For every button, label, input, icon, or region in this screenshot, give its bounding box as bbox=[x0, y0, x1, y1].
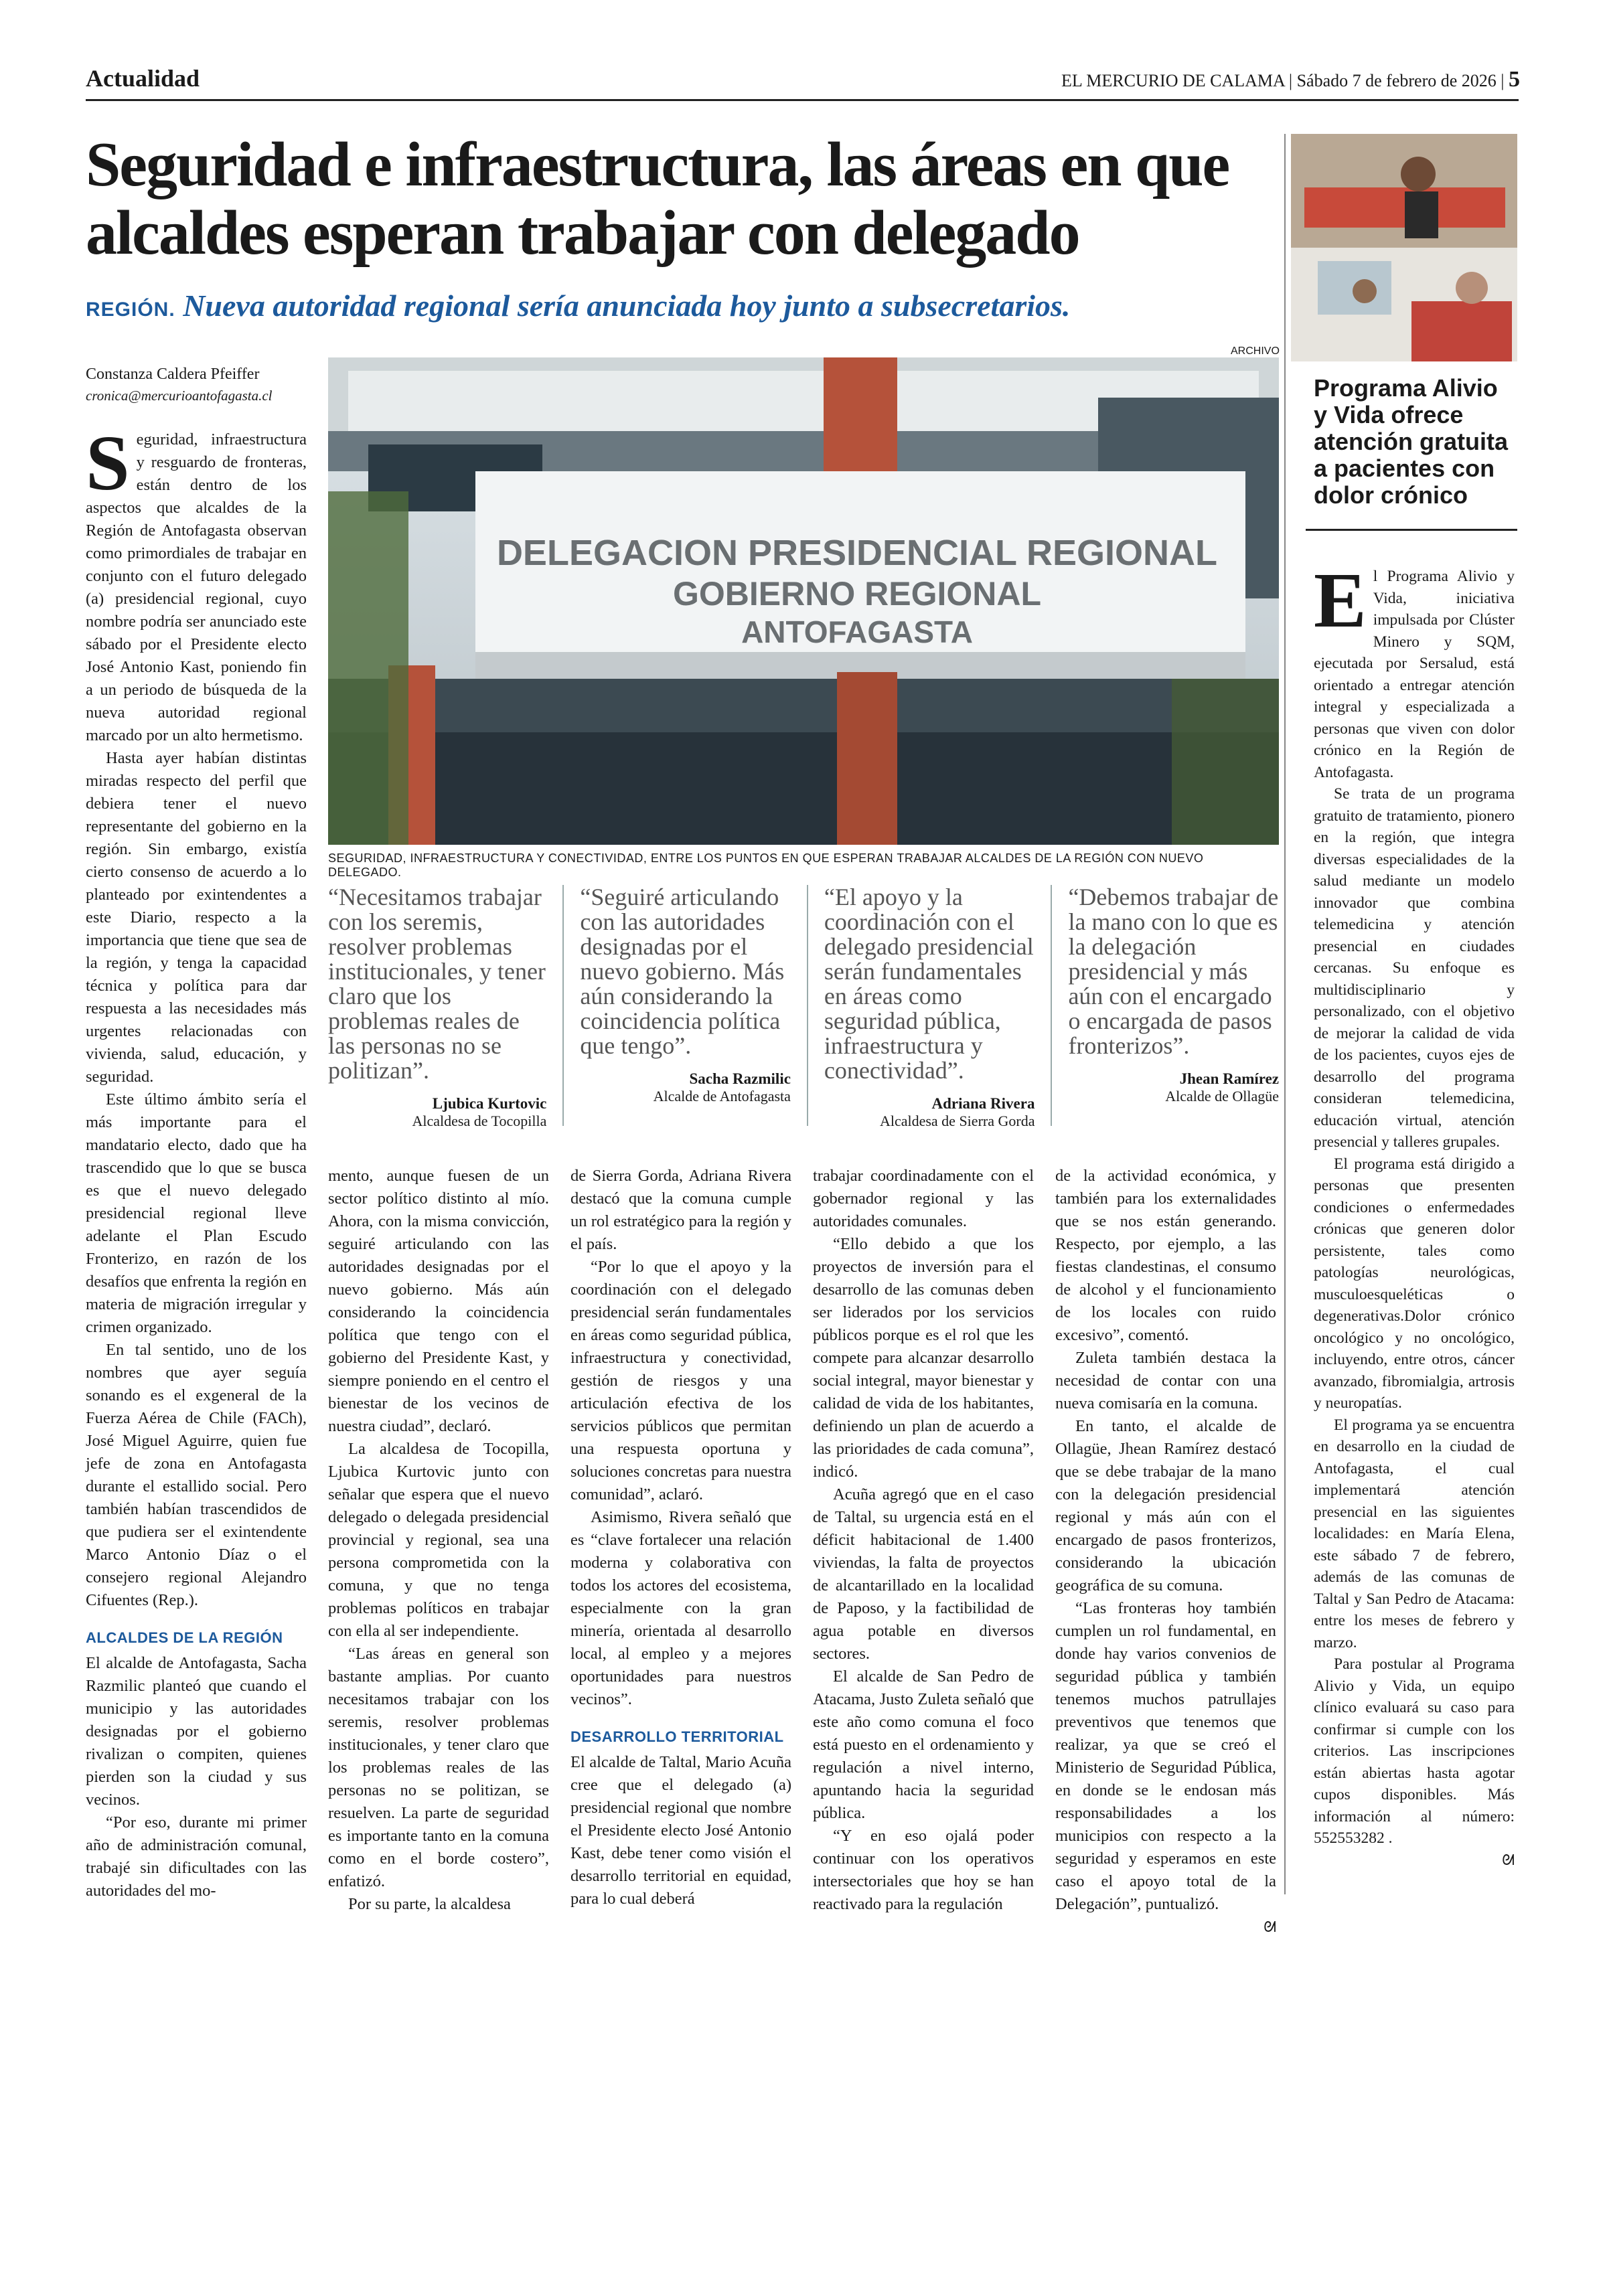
col1-paragraph: Hasta ayer habían distintas miradas respecto del perfil que debiera tener el nuevo representante del gobierno en la región. Sin embargo, existía cierto consenso de acuerdo a lo planteado por exintendentes a este Diario, respecto a la importancia que tiene que sea de la región, y tenga la capacidad técnica y política para dar respuesta a las necesidades más urgentes relacionadas con vivienda, salud, educación, y seguridad. bbox=[86, 749, 307, 1086]
col4-paragraph: El alcalde de San Pedro de Atacama, Justo Zuleta señaló que este año como comuna el foco está puesto en el ordenamiento y regulación a nivel interno, apuntando hacia la seguridad pública. bbox=[813, 1667, 1034, 1822]
masthead-info: EL MERCURIO DE CALAMA | Sábado 7 de febrero de 2026 | 5 bbox=[1061, 67, 1520, 92]
quote-block bbox=[824, 884, 1035, 1129]
article-column-1 bbox=[86, 419, 307, 1902]
quote-divider bbox=[562, 885, 564, 1126]
headline: Seguridad e infraestructura, las áreas en que alcaldes esperan trabajar con delegado bbox=[86, 130, 1229, 268]
col4-paragraph: “Ello debido a que los proyectos de inversión para el desarrollo de las comunas deben ser liderados por los servicios públicos porque es el rol que les compete para alcanzar desarrollo social integral, mayor bienestar y calidad de vida de los habitantes, definiendo un plan de acuerdo a las prioridades de cada comuna”, indicó. bbox=[813, 1235, 1034, 1481]
subhead bbox=[86, 288, 1278, 323]
building-photo-illustration bbox=[328, 357, 1279, 845]
quote-author: Adriana Rivera bbox=[931, 1095, 1035, 1112]
dropcap: E bbox=[1314, 556, 1367, 644]
article-column-4 bbox=[813, 1165, 1034, 1916]
col1-paragraph: eguridad, infraestructura y resguardo de fronteras, están dentro de los aspectos que alcaldes de la Región de Antofagasta observan como primordiales de trabajar en conjunto con el futuro delegado (a) presidencial regional, cuyo nombre podría ser anunciado este sábado por el Presidente electo José Antonio Kast, poniendo fin a un periodo de búsqueda de la nueva autoridad regional marcado por un alto hermetismo. bbox=[86, 430, 307, 744]
sidebar-paragraph: Se trata de un programa gratuito de tratamiento, pionero en la región, que integra diversas especialidades de la salud mediante un modelo innovador que combina telemedicina y atención presencial en ciudades cercanas. Su enfoque es multidisciplinario y personalizado, con el objetivo de mejorar la calidad de vida de los pacientes, cuyos ejes de desarrollo del programa consideran telemedicina, educación virtual, atención presencial y talleres grupales. bbox=[1314, 785, 1515, 1151]
col4-paragraph: Acuña agregó que en el caso de Taltal, su urgencia está en el déficit habitacional de 1.400 viviendas, la falta de proyectos de alcantarillado en la localidad de Paposo, y la factibilidad de agua potable en diversos sectores. bbox=[813, 1485, 1034, 1663]
sidebar-title-rule bbox=[1306, 529, 1517, 531]
sidebar-paragraph: l Programa Alivio y Vida, iniciativa impulsada por Clúster Minero y SQM, ejecutada por Sersalud, está orientado a entregar atención integral y especializada a personas que viven con dolor crónico en la Región de Antofagasta. bbox=[1314, 568, 1515, 781]
end-mark: ᘛ bbox=[1264, 1918, 1276, 1935]
quote-block bbox=[1068, 885, 1279, 1126]
quote-text: “El apoyo y la coordinación con el delegado presidencial serán fundamentales en áreas como seguridad pública, infraestructura y conectividad”. bbox=[824, 884, 1034, 1084]
col5-paragraph: Zuleta también destaca la necesidad de contar con una nueva comisaría en la comuna. bbox=[1055, 1349, 1276, 1412]
sign-line-2: GOBIERNO REGIONAL bbox=[672, 575, 1042, 612]
byline bbox=[86, 363, 313, 406]
quotes-row bbox=[328, 884, 1280, 1129]
header-rule bbox=[86, 99, 1519, 101]
section-label: Actualidad bbox=[86, 65, 200, 92]
col5-paragraph: “Las fronteras hoy también cumplen un rol fundamental, en donde hay varios convenios de seguridad pública y también tenemos muchos patrullajes preventivos que tenemos que realizar, ya que se creó el Ministerio de Seguridad Pública, en donde se le endosan más responsabilidades a los municipios con respecto a la seguridad y esperamos en este caso el apoyo total de la Delegación”, puntualizó. bbox=[1055, 1599, 1276, 1913]
col4-paragraph: trabajar coordinadamente con el gobernador regional y las autoridades comunales. bbox=[813, 1167, 1034, 1230]
col1-paragraph: Este último ámbito sería el más importante para el mandatario electo, dado que ha trascendido que lo que se busca es que el nuevo delegado presidencial regional lleve adelante el Plan Escudo Fronterizo, en razón de los desafíos que enfrenta la región en materia de migración irregular y crimen organizado. bbox=[86, 1090, 307, 1336]
page-number: 5 bbox=[1509, 67, 1520, 92]
sidebar-paragraph: El programa ya se encuentra en desarrollo en la ciudad de Antofagasta, el cual implementará atención presencial en las siguientes localidades: en María Elena, este sábado 7 de febrero, además de las comunas de Taltal y San Pedro de Atacama: entre los meses de febrero y marzo. bbox=[1314, 1416, 1515, 1651]
quote-block bbox=[328, 884, 547, 1129]
end-mark: ᘛ bbox=[1502, 1851, 1515, 1868]
col2-paragraph: La alcaldesa de Tocopilla, Ljubica Kurtovic junto con señalar que espera que el nuevo delegado o delegada presidencial provincial y regional, sea una persona comprometida con la comuna, y que no tenga problemas políticos en trabajar con ella al ser independiente. bbox=[328, 1440, 549, 1640]
quote-role: Alcalde de Ollagüe bbox=[1165, 1088, 1280, 1104]
quote-author: Ljubica Kurtovic bbox=[432, 1095, 547, 1112]
col4-paragraph: “Y en eso ojalá poder continuar con los operativos intersectoriales que hoy se han reactivado para la regulación bbox=[813, 1827, 1034, 1913]
col5-paragraph: En tanto, el alcalde de Ollagüe, Jhean Ramírez destacó que se debe trabajar de la mano con la delegación presidencial regional y más aún con el encargado de pasos fronterizos, considerando la ubicación geográfica de su comuna. bbox=[1055, 1417, 1276, 1594]
col1-paragraph: “Por eso, durante mi primer año de administración comunal, trabajé sin dificultades con las autoridades del mo- bbox=[86, 1813, 307, 1900]
quote-role: Alcaldesa de Sierra Gorda bbox=[879, 1113, 1035, 1129]
author-name: Constanza Caldera Pfeiffer bbox=[86, 365, 260, 383]
photo-credit: ARCHIVO bbox=[1231, 345, 1280, 357]
section-heading: DESARROLLO TERRITORIAL bbox=[570, 1728, 784, 1745]
publication-name: EL MERCURIO DE CALAMA bbox=[1061, 71, 1285, 90]
col3-paragraph: “Por lo que el apoyo y la coordinación con el delegado presidencial serán fundamentales en áreas como seguridad pública, infraestructura y conectividad, gestión de riesgos y una articulación efectiva de los servicios públicos que permitan una respuesta oportuna y soluciones concretas para nuestra comunidad”, aclaró. bbox=[570, 1258, 791, 1503]
quote-text: “Seguiré articulando con las autoridades designadas por el nuevo gobierno. Más aún considerando la coincidencia política que tengo”. bbox=[580, 884, 785, 1059]
article-column-2 bbox=[328, 1165, 549, 1916]
region-tag: REGIÓN. bbox=[86, 299, 175, 321]
sidebar-body bbox=[1314, 556, 1515, 1871]
sidebar-photo bbox=[1291, 134, 1517, 365]
quote-author: Sacha Razmilic bbox=[689, 1070, 791, 1087]
col2-paragraph: mento, aunque fuesen de un sector político distinto al mío. Ahora, con la misma convicción, seguiré articulando con las autoridades designadas por el nuevo gobierno. Más aún considerando la coincidencia política que tengo con el gobierno del Presidente Kast, y siempre poniendo en el centro el bienestar de los vecinos de nuestra ciudad”, declaró. bbox=[328, 1167, 549, 1435]
quote-role: Alcaldesa de Tocopilla bbox=[412, 1113, 547, 1129]
building-photo bbox=[328, 357, 1279, 845]
sidebar-divider bbox=[1284, 134, 1286, 1894]
section-heading: ALCALDES DE LA REGIÓN bbox=[86, 1629, 283, 1646]
col2-paragraph: Por su parte, la alcaldesa bbox=[348, 1895, 511, 1913]
article-column-3 bbox=[570, 1165, 791, 1910]
col3-paragraph: El alcalde de Taltal, Mario Acuña cree que el delegado (a) presidencial regional que nombre el Presidente electo José Antonio Kast, debe tener como visión el desarrollo territorial en equidad, para lo cual deberá bbox=[570, 1753, 791, 1908]
col1-paragraph: El alcalde de Antofagasta, Sacha Razmilic planteó que cuando el municipio y las autoridades designadas por el gobierno rivalizan o compiten, quienes pierden son la ciudad y sus vecinos. bbox=[86, 1654, 307, 1809]
col1-paragraph: En tal sentido, uno de los nombres que ayer seguía sonando es el exgeneral de la Fuerza Aérea de Chile (FACh), José Miguel Aguirre, quien fue jefe de zona en Antofagasta durante el estallido social. Pero también habían trascendidos de que pudiera ser el exintendente Marco Antonio Díaz o el consejero regional Alejandro Cifuentes (Rep.). bbox=[86, 1341, 307, 1609]
quote-divider bbox=[1051, 885, 1052, 1126]
issue-date: Sábado 7 de febrero de 2026 bbox=[1296, 71, 1497, 90]
col3-paragraph: Asimismo, Rivera señaló que es “clave fortalecer una relación moderna y colaborativa con todos los actores del ecosistema, especialmente con la gran minería, orientada al desarrollo local, al empleo y a mejores oportunidades para nuestros vecinos”. bbox=[570, 1508, 791, 1708]
quote-role: Alcalde de Antofagasta bbox=[653, 1088, 791, 1104]
subhead-text: Nueva autoridad regional sería anunciada hoy junto a subsecretarios. bbox=[183, 289, 1071, 323]
col3-paragraph: de Sierra Gorda, Adriana Rivera destacó que la comuna cumple un rol estratégico para la región y el país. bbox=[570, 1167, 791, 1253]
photo-caption: SEGURIDAD, INFRAESTRUCTURA Y CONECTIVIDAD, ENTRE LOS PUNTOS EN QUE ESPERAN TRABAJAR ALCALDES DE LA REGIÓN CON NUEVO DELEGADO. bbox=[328, 851, 1204, 879]
col2-paragraph: “Las áreas en general son bastante amplias. Por cuanto necesitamos trabajar con los seremis, resolver problemas institucionales, y tener claro que los problemas reales de las personas no se politizan, se resuelven. La parte de seguridad es importante tanto en la comuna como en el borde costero”, enfatizó. bbox=[328, 1645, 549, 1890]
sign-line-3: ANTOFAGASTA bbox=[741, 614, 973, 649]
sidebar-title: Programa Alivio y Vida ofrece atención gratuita a pacientes con dolor crónico bbox=[1314, 374, 1509, 509]
clinic-photo-illustration bbox=[1291, 134, 1517, 361]
sign-line-1: DELEGACION PRESIDENCIAL REGIONAL bbox=[496, 533, 1218, 573]
quote-block bbox=[580, 885, 791, 1126]
quote-divider bbox=[807, 885, 808, 1126]
quote-text: “Necesitamos trabajar con los seremis, resolver problemas institucionales, y tener claro que los problemas reales de las personas no se politizan”. bbox=[328, 884, 546, 1084]
article-column-5 bbox=[1055, 1165, 1276, 1939]
sidebar-paragraph: Para postular al Programa Alivio y Vida, un equipo clínico evaluará su caso para confirmar si cumple con los criterios. Las inscripciones están abiertas hasta agotar cupos disponibles. Más información al número: 552553282 . bbox=[1314, 1655, 1515, 1847]
sidebar-paragraph: El programa está dirigido a personas que presenten condiciones o enfermedades crónicas que generen dolor persistente, tales como patologías neurológicas, musculoesqueléticas o degenerativas.Dolor crónico oncológico y no oncológico, incluyendo, entre otros, cáncer avanzado, fibromialgia, artrosis y neuropatías. bbox=[1314, 1155, 1515, 1412]
quote-text: “Debemos trabajar de la mano con lo que es la delegación presidencial y más aún con el encargado o encargada de pasos fronterizos”. bbox=[1068, 884, 1279, 1059]
author-email: cronica@mercurioantofagasta.cl bbox=[86, 388, 273, 404]
dropcap: S bbox=[86, 419, 130, 507]
col5-paragraph: de la actividad económica, y también para los externalidades que se nos están generando. Respecto, por ejemplo, a las fiestas clandestinas, el consumo de alcohol y el funcionamiento de los locales con ruido excesivo”, comentó. bbox=[1055, 1167, 1276, 1344]
quote-author: Jhean Ramírez bbox=[1179, 1070, 1280, 1087]
